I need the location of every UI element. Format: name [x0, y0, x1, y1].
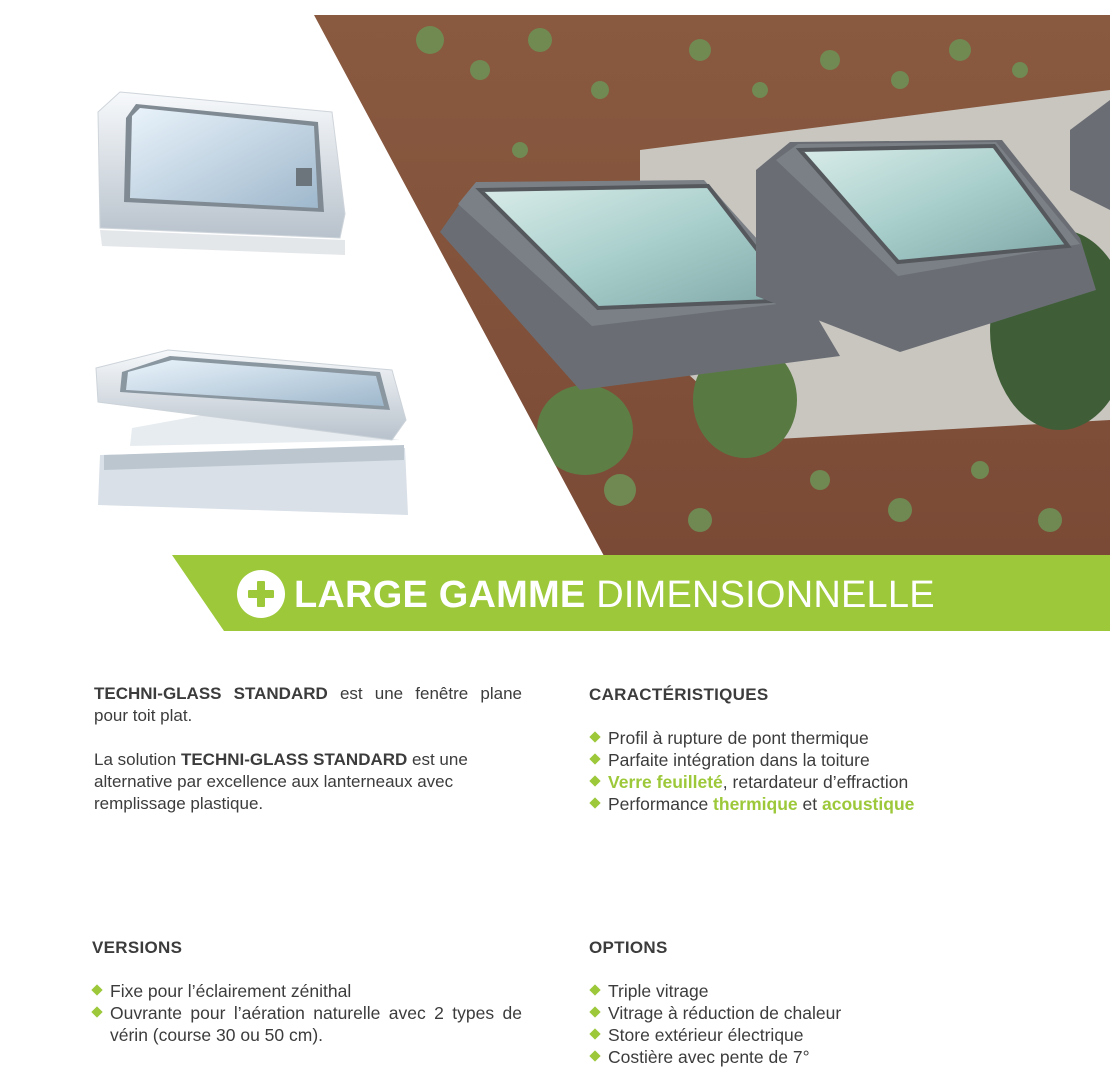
versions-heading: VERSIONS — [92, 938, 183, 957]
caracteristiques-list — [589, 727, 1059, 815]
list-item-text: Parfaite intégration dans la toiture — [608, 750, 870, 770]
list-item — [589, 749, 1059, 771]
list-item-text: Triple vitrage — [608, 981, 709, 1001]
list-item-text: , retardateur d’effraction — [722, 772, 909, 792]
intro-text: est une fenêtre plane pour toit plat. — [94, 684, 522, 725]
product-name: TECHNI-GLASS STANDARD — [180, 750, 408, 769]
banner-title — [294, 572, 935, 618]
diamond-bullet-icon — [589, 753, 600, 764]
diamond-bullet-icon — [589, 1028, 600, 1039]
highlight-text: Verre feuilleté — [608, 772, 723, 792]
plus-circle-icon — [237, 570, 285, 618]
list-item-text: Fixe pour l’éclairement zénithal — [110, 981, 352, 1001]
list-item — [589, 771, 1059, 793]
diamond-bullet-icon — [589, 775, 600, 786]
list-item-text: Performance — [608, 794, 714, 814]
list-item-text: Store extérieur électrique — [608, 1025, 804, 1045]
intro-text: est une alternative par excellence aux lanterneaux avec remplissage plastique. — [94, 750, 468, 813]
options-list — [589, 980, 1059, 1068]
list-item — [589, 727, 1059, 749]
list-item-text: Costière avec pente de 7° — [608, 1047, 810, 1067]
caracteristiques-heading: CARACTÉRISTIQUES — [589, 685, 769, 704]
diamond-bullet-icon — [589, 1006, 600, 1017]
diamond-bullet-icon — [91, 1006, 102, 1017]
list-item — [91, 1002, 522, 1046]
list-item-text: Ouvrante pour l’aération naturelle avec 2 types de vérin (course 30 ou 50 cm). — [110, 1003, 522, 1045]
diamond-bullet-icon — [589, 797, 600, 808]
list-item — [91, 980, 522, 1002]
diamond-bullet-icon — [589, 1050, 600, 1061]
rooftop-photo — [300, 0, 1110, 560]
diamond-bullet-icon — [589, 731, 600, 742]
intro-paragraph-2 — [94, 749, 526, 815]
list-item — [589, 1046, 1059, 1068]
highlight-text: thermique — [713, 794, 798, 814]
versions-list — [91, 980, 522, 1046]
product-opening-window-image — [96, 350, 408, 515]
banner-title-light: DIMENSIONNELLE — [596, 574, 935, 616]
banner-title-bold: LARGE GAMME — [294, 574, 586, 616]
list-item-text: Profil à rupture de pont thermique — [608, 728, 869, 748]
list-item — [589, 793, 1059, 815]
list-item — [589, 980, 1059, 1002]
highlight-text: acoustique — [821, 794, 915, 814]
intro-text: La solution — [94, 750, 181, 769]
product-fixed-window-image — [98, 92, 345, 255]
options-heading: OPTIONS — [589, 938, 668, 957]
list-item — [589, 1024, 1059, 1046]
product-name: TECHNI-GLASS STANDARD — [94, 684, 328, 703]
diamond-bullet-icon — [91, 984, 102, 995]
intro-paragraph-1 — [94, 683, 522, 727]
list-item-text: et — [797, 794, 822, 814]
diamond-bullet-icon — [589, 984, 600, 995]
list-item — [589, 1002, 1059, 1024]
list-item-text: Vitrage à réduction de chaleur — [608, 1003, 842, 1023]
